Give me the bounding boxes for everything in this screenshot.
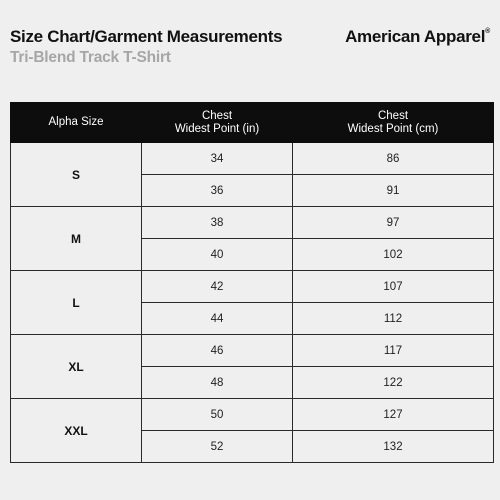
alpha-size-cell: M — [11, 207, 142, 271]
chest-in-cell: 34 — [142, 143, 293, 175]
table-row — [11, 399, 494, 431]
alpha-size-cell: XXL — [11, 399, 142, 463]
column-header-line: Chest — [377, 109, 409, 122]
table-header-row — [11, 103, 494, 143]
size-chart-table — [10, 102, 494, 463]
brand-logo — [345, 27, 490, 47]
brand-name: American Apparel — [345, 27, 486, 46]
column-header-line: Widest Point (cm) — [347, 122, 439, 135]
chest-cm-cell: 97 — [293, 207, 494, 239]
chest-in-cell: 36 — [142, 175, 293, 207]
alpha-size-cell: S — [11, 143, 142, 207]
column-header-line: Chest — [201, 109, 233, 122]
column-header-chest-cm — [293, 103, 494, 143]
chest-cm-cell: 86 — [293, 143, 494, 175]
chest-cm-cell: 132 — [293, 431, 494, 463]
chest-cm-cell: 107 — [293, 271, 494, 303]
page-title: Size Chart/Garment Measurements — [10, 27, 283, 46]
table-row — [11, 335, 494, 367]
registered-mark: ® — [485, 28, 490, 35]
column-header-alpha-size — [11, 103, 142, 143]
product-subtitle: Tri-Blend Track T-Shirt — [10, 49, 171, 66]
column-header-line: Alpha Size — [48, 116, 104, 128]
table-row — [11, 143, 494, 175]
chest-in-cell: 52 — [142, 431, 293, 463]
column-header-chest-in — [142, 103, 293, 143]
chest-in-cell: 42 — [142, 271, 293, 303]
chest-in-cell: 48 — [142, 367, 293, 399]
chest-cm-cell: 112 — [293, 303, 494, 335]
chest-in-cell: 46 — [142, 335, 293, 367]
alpha-size-cell: XL — [11, 335, 142, 399]
chest-in-cell: 44 — [142, 303, 293, 335]
chest-in-cell: 38 — [142, 207, 293, 239]
chest-in-cell: 50 — [142, 399, 293, 431]
chest-cm-cell: 122 — [293, 367, 494, 399]
chest-cm-cell: 102 — [293, 239, 494, 271]
table-row — [11, 207, 494, 239]
chest-cm-cell: 91 — [293, 175, 494, 207]
table-row — [11, 271, 494, 303]
alpha-size-cell: L — [11, 271, 142, 335]
chest-cm-cell: 127 — [293, 399, 494, 431]
chest-cm-cell: 117 — [293, 335, 494, 367]
column-header-line: Widest Point (in) — [174, 122, 260, 135]
chest-in-cell: 40 — [142, 239, 293, 271]
